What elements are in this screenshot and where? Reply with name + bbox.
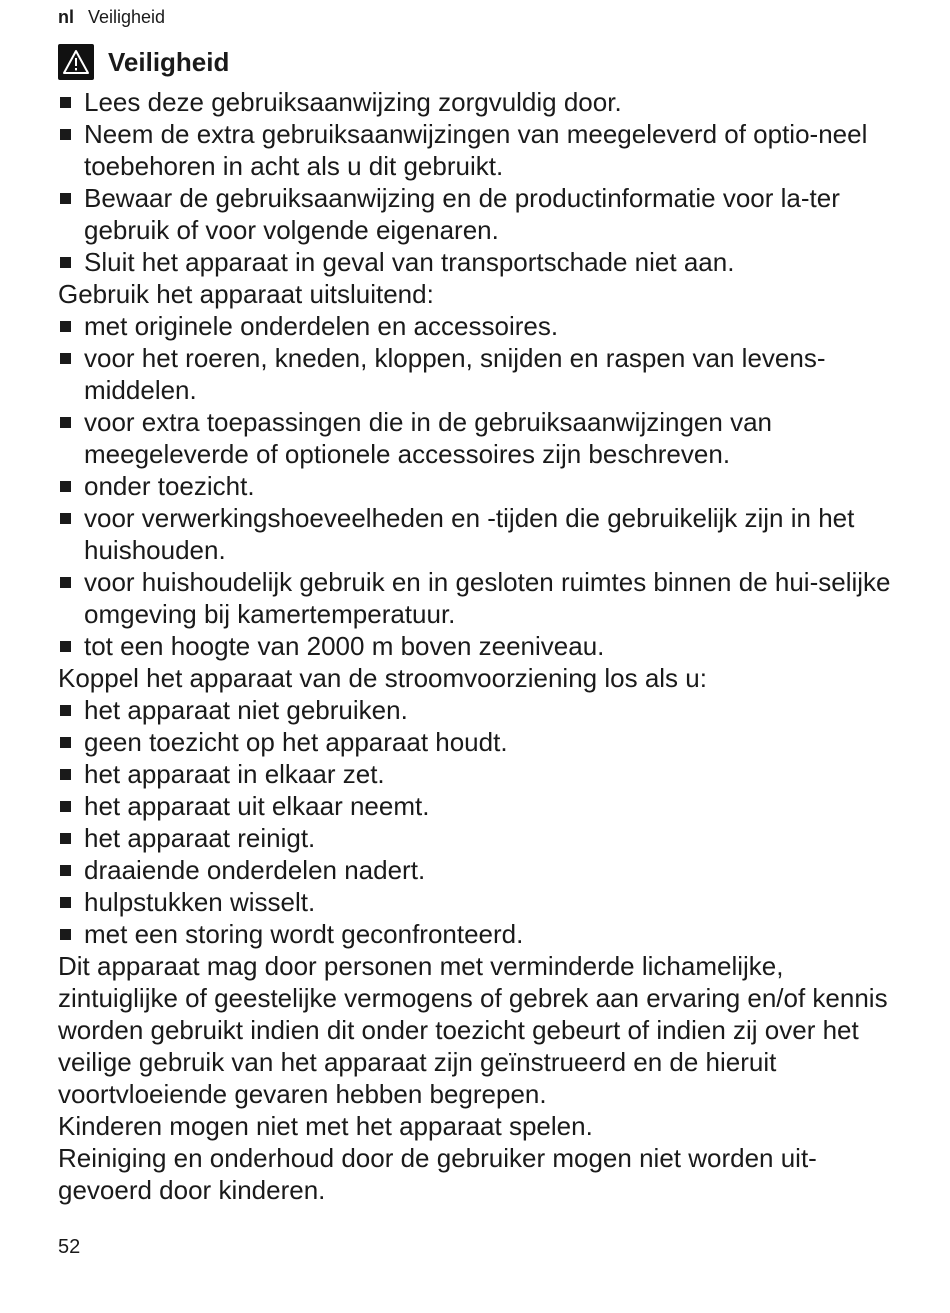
list-item: het apparaat uit elkaar neemt. bbox=[58, 790, 892, 822]
section-title: Veiligheid bbox=[108, 46, 230, 77]
list-item: met originele onderdelen en accessoires. bbox=[58, 310, 892, 342]
list-item: Lees deze gebruiksaanwijzing zorgvuldig door. bbox=[58, 86, 892, 118]
list-item: Neem de extra gebruiksaanwijzingen van meegeleverd of optio-neel toebehoren in acht als u dit gebruikt. bbox=[58, 118, 892, 182]
warning-triangle-icon bbox=[58, 44, 94, 80]
list-item: voor huishoudelijk gebruik en in gesloten ruimtes binnen de hui-selijke omgeving bij kamertemperatuur. bbox=[58, 566, 892, 630]
list-item: draaiende onderdelen nadert. bbox=[58, 854, 892, 886]
list-item: geen toezicht op het apparaat houdt. bbox=[58, 726, 892, 758]
page-number: 52 bbox=[58, 1236, 81, 1258]
list-item: het apparaat in elkaar zet. bbox=[58, 758, 892, 790]
list-item: onder toezicht. bbox=[58, 470, 892, 502]
list-item: Sluit het apparaat in geval van transportschade niet aan. bbox=[58, 246, 892, 278]
list-item: voor extra toepassingen die in de gebruiksaanwijzingen van meegeleverde of optionele accessoires zijn beschreven. bbox=[58, 406, 892, 470]
disconnect-list bbox=[58, 694, 892, 950]
running-header-section: Veiligheid bbox=[88, 7, 166, 27]
list-item: voor het roeren, kneden, kloppen, snijden en raspen van levens-middelen. bbox=[58, 342, 892, 406]
list-item: voor verwerkingshoeveelheden en -tijden die gebruikelijk zijn in het huishouden. bbox=[58, 502, 892, 566]
children-cleaning-paragraph: Reiniging en onderhoud door de gebruiker mogen niet worden uit-gevoerd door kinderen. bbox=[58, 1143, 817, 1205]
general-safety-list bbox=[58, 86, 892, 278]
list-item: het apparaat niet gebruiken. bbox=[58, 694, 892, 726]
list-item: met een storing wordt geconfronteerd. bbox=[58, 918, 892, 950]
children-play-paragraph: Kinderen mogen niet met het apparaat spelen. bbox=[58, 1111, 593, 1141]
list-item: het apparaat reinigt. bbox=[58, 822, 892, 854]
running-header bbox=[58, 7, 165, 28]
intended-use-intro: Gebruik het apparaat uitsluitend: bbox=[58, 279, 434, 309]
safety-content bbox=[58, 86, 892, 1206]
section-heading bbox=[58, 44, 229, 80]
list-item: Bewaar de gebruiksaanwijzing en de productinformatie voor la-ter gebruik of voor volgende eigenaren. bbox=[58, 182, 892, 246]
intended-use-list bbox=[58, 310, 892, 662]
disconnect-intro: Koppel het apparaat van de stroomvoorziening los als u: bbox=[58, 663, 707, 693]
list-item: tot een hoogte van 2000 m boven zeeniveau. bbox=[58, 630, 892, 662]
personal-capability-paragraph: Dit apparaat mag door personen met verminderde lichamelijke, zintuiglijke of geestelijke vermogens of gebrek aan ervaring en/of kennis worden gebruikt indien dit onder toezicht gebeurt of indien zij over het veilige gebruik van het apparaat zijn geïnstrueerd en de hieruit voortvloeiende gevaren hebben begrepen. bbox=[58, 951, 888, 1109]
language-code: nl bbox=[58, 7, 74, 27]
list-item: hulpstukken wisselt. bbox=[58, 886, 892, 918]
